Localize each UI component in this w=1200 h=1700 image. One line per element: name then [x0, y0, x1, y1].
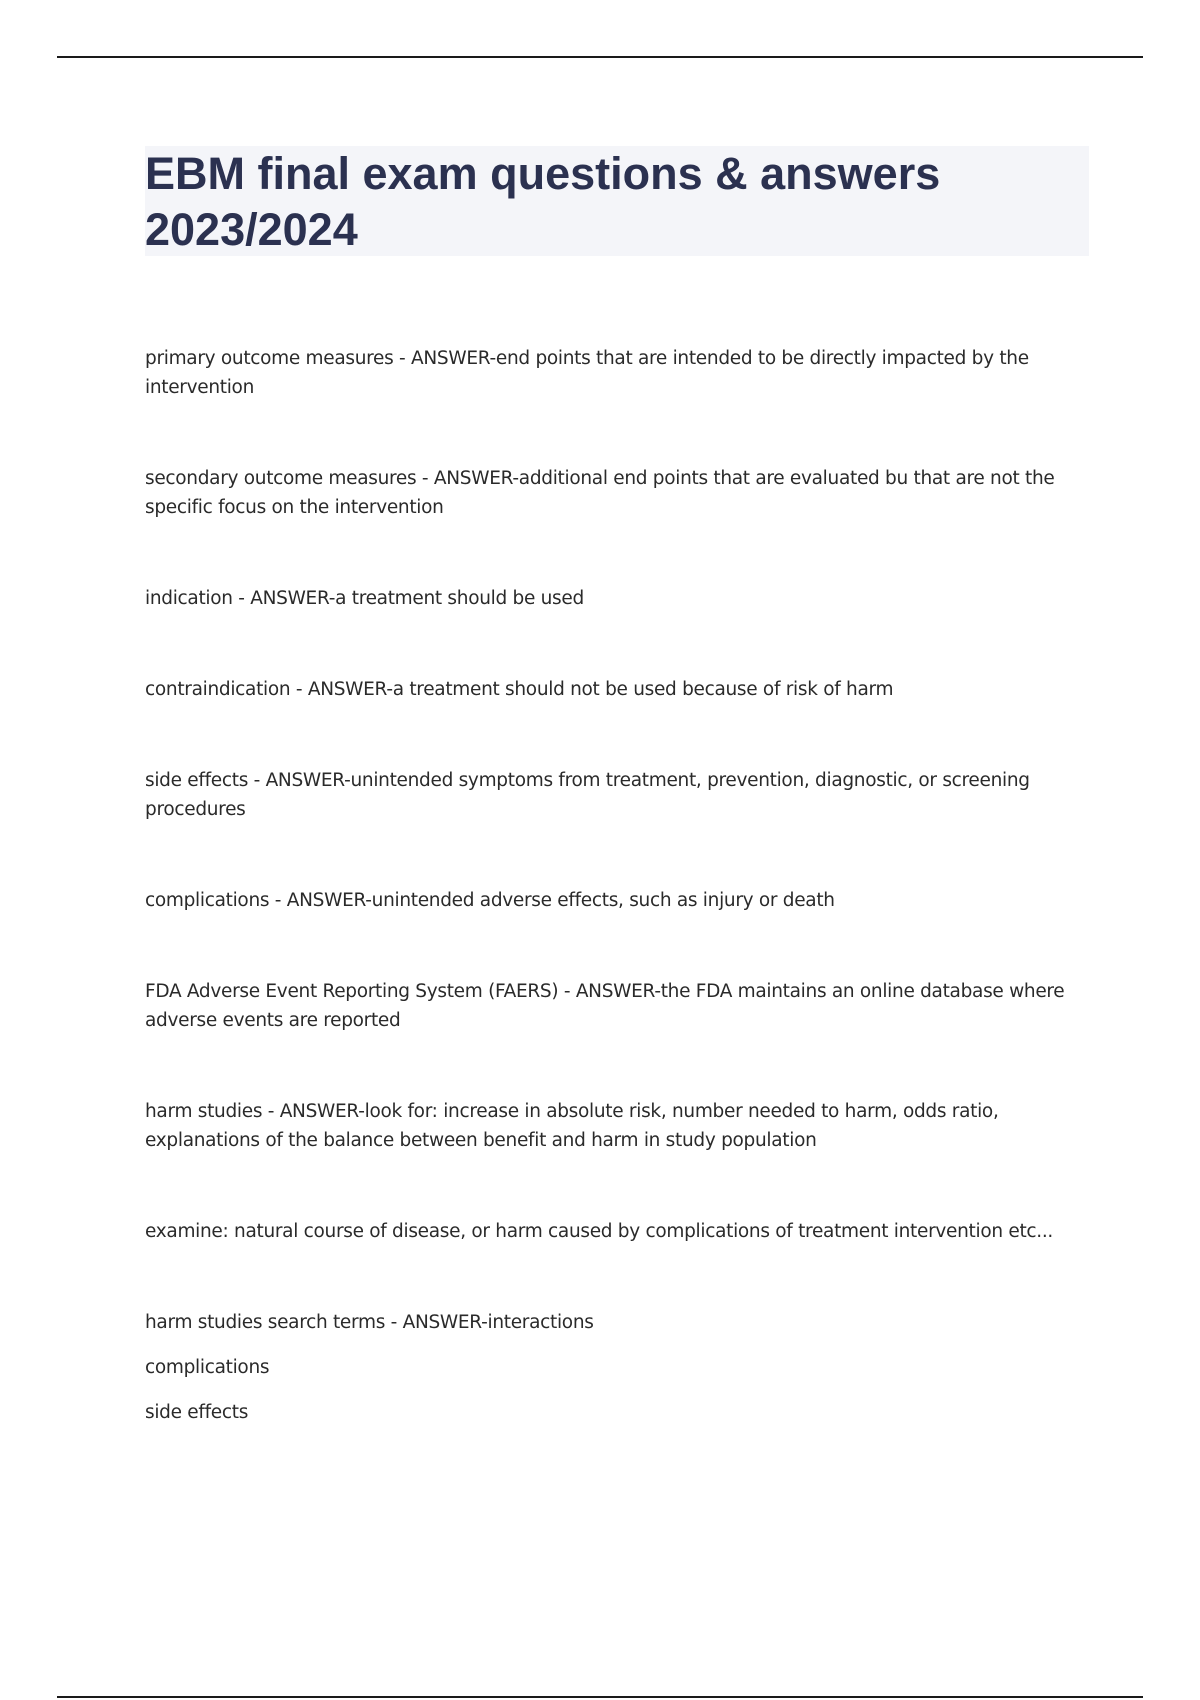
qa-text: side effects - ANSWER-unintended symptoms from treatment, prevention, diagnostic, or screening — [145, 770, 1030, 791]
qa-entry-indication — [145, 584, 1090, 613]
qa-text: side effects — [145, 1402, 249, 1423]
qa-text: indication - ANSWER-a treatment should be used — [145, 588, 584, 609]
document-title-line-1: EBM final exam questions & answers — [145, 148, 941, 199]
qa-text: specific focus on the intervention — [145, 497, 444, 518]
qa-text: complications - ANSWER-unintended adverse effects, such as injury or death — [145, 890, 835, 911]
bottom-divider — [57, 1696, 1143, 1698]
qa-list — [145, 344, 1090, 1443]
qa-entry-faers — [145, 977, 1090, 1035]
qa-text: procedures — [145, 799, 246, 820]
qa-entry-harm-search-terms — [145, 1308, 1090, 1337]
qa-text: examine: natural course of disease, or harm caused by complications of treatment intervention etc... — [145, 1221, 1054, 1242]
qa-text: explanations of the balance between benefit and harm in study population — [145, 1130, 817, 1151]
qa-entry-examine — [145, 1217, 1090, 1246]
qa-text: harm studies - ANSWER-look for: increase in absolute risk, number needed to harm, odds ratio, — [145, 1101, 999, 1122]
qa-text: contraindication - ANSWER-a treatment should not be used because of risk of harm — [145, 679, 894, 700]
qa-text: adverse events are reported — [145, 1010, 401, 1031]
qa-entry-harm-studies — [145, 1097, 1090, 1155]
qa-entry-secondary-outcome — [145, 464, 1090, 522]
top-divider — [57, 56, 1143, 58]
qa-entry-complications — [145, 886, 1090, 915]
qa-text: FDA Adverse Event Reporting System (FAERS) - ANSWER-the FDA maintains an online database where — [145, 981, 1065, 1002]
qa-entry-primary-outcome — [145, 344, 1090, 402]
qa-text: intervention — [145, 377, 254, 398]
qa-entry-complications-term — [145, 1353, 1090, 1382]
qa-text: complications — [145, 1357, 270, 1378]
qa-entry-contraindication — [145, 675, 1090, 704]
qa-text: primary outcome measures - ANSWER-end points that are intended to be directly impacted by the — [145, 348, 1029, 369]
qa-entry-side-effects — [145, 766, 1090, 824]
qa-entry-side-effects-term — [145, 1398, 1090, 1427]
document-title-line-2: 2023/2024 — [145, 204, 358, 255]
qa-text: secondary outcome measures - ANSWER-additional end points that are evaluated bu that are not the — [145, 468, 1055, 489]
title-block — [145, 146, 1089, 256]
qa-text: harm studies search terms - ANSWER-interactions — [145, 1312, 594, 1333]
